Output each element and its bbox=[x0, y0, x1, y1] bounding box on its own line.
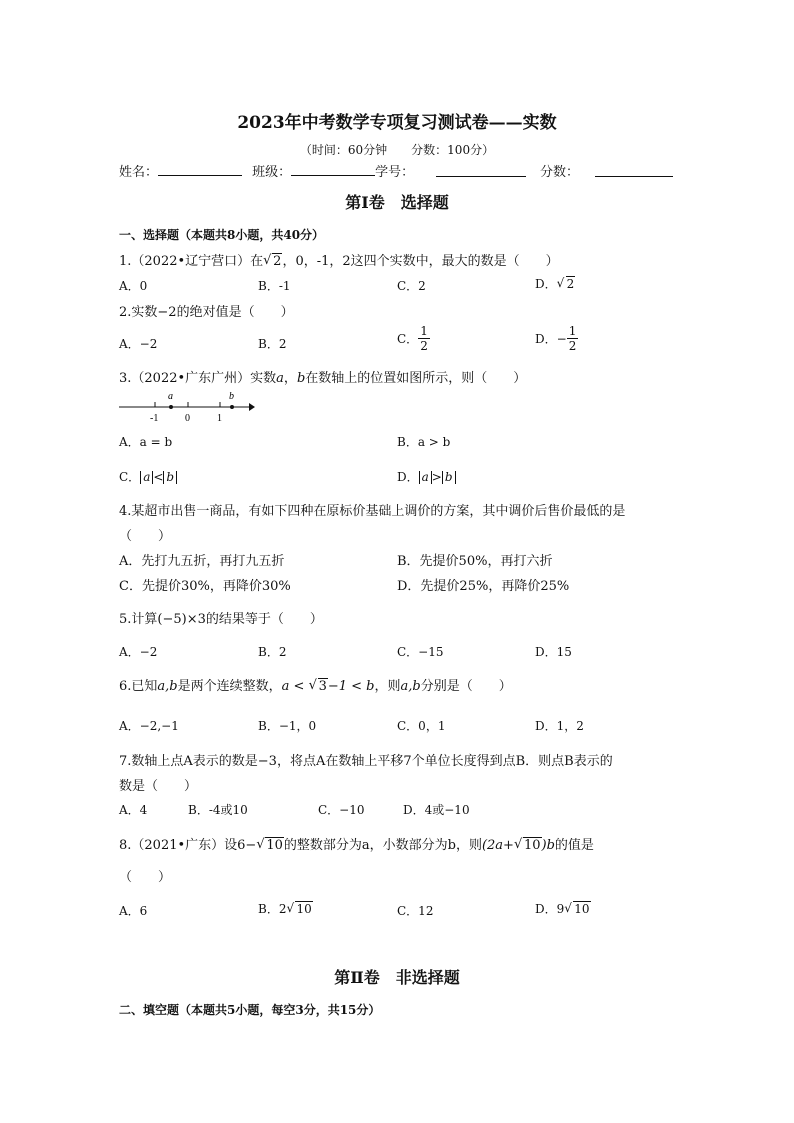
q3-stem: 3.（2022•广东广州）实数a，b在数轴上的位置如图所示，则（ ） bbox=[119, 371, 527, 386]
q7-option-b[interactable]: B．-4或10 bbox=[188, 803, 248, 817]
arrow-icon bbox=[249, 403, 255, 411]
q2-option-d[interactable]: D．− $\frac{1}{2}$ bbox=[535, 324, 577, 353]
q8-option-b[interactable]: B．2√ 10 bbox=[258, 900, 313, 917]
score-label: 分数： bbox=[540, 165, 580, 180]
q6-option-d[interactable]: D．1，2 bbox=[535, 719, 584, 733]
q8-stem: 8.（2021•广东）设6−√ 10的整数部分为a，小数部分为b，则(2a+√ 10)b的值是 bbox=[119, 834, 594, 853]
point-a-label: a bbox=[168, 391, 173, 402]
part2-title: 第Ⅱ卷 非选择题 bbox=[334, 968, 460, 987]
q4-option-b[interactable]: B．先提价50%，再打六折 bbox=[397, 554, 553, 569]
part1-title: 第Ⅰ卷 选择题 bbox=[345, 193, 449, 212]
q6-option-a[interactable]: A．−2,−1 bbox=[119, 719, 179, 733]
point-b bbox=[230, 405, 234, 409]
q3-option-b[interactable]: B．a > b bbox=[397, 435, 451, 449]
q2-option-c[interactable]: C． $\frac{1}{2}$ bbox=[397, 324, 428, 353]
q5-option-b[interactable]: B．2 bbox=[258, 645, 287, 659]
q5-option-d[interactable]: D．15 bbox=[535, 645, 572, 659]
axis-label-neg1: -1 bbox=[150, 413, 159, 424]
q5-option-a[interactable]: A．−2 bbox=[119, 645, 158, 659]
q4-stem: 4.某超市出售一商品，有如下四种在原标价基础上调价的方案，其中调价后售价最低的是 bbox=[119, 504, 626, 519]
q8-option-a[interactable]: A．6 bbox=[119, 904, 148, 918]
q3-option-d[interactable]: D． a > b bbox=[397, 468, 456, 485]
q1-option-d[interactable]: D．√ 2 bbox=[535, 275, 575, 292]
q8-option-d[interactable]: D．9√ 10 bbox=[535, 900, 591, 917]
q1-option-c[interactable]: C．2 bbox=[397, 279, 426, 293]
student-info-row bbox=[119, 161, 420, 180]
q4-option-a[interactable]: A．先打九五折，再打九五折 bbox=[119, 554, 285, 569]
section1-title: 一、选择题（本题共8小题，共40分） bbox=[119, 228, 325, 242]
q1-option-a[interactable]: A．0 bbox=[119, 279, 148, 293]
id-blank-line[interactable] bbox=[436, 164, 526, 177]
class-label: 班级： bbox=[252, 165, 292, 180]
q4-option-c[interactable]: C．先提价30%，再降价30% bbox=[119, 579, 291, 594]
q1-stem: 1.（2022•辽宁营口）在√ 2，0，-1，2这四个实数中，最大的数是（ ） bbox=[119, 250, 559, 269]
name-label: 姓名： bbox=[119, 165, 159, 180]
number-line-figure bbox=[119, 388, 259, 424]
name-blank[interactable] bbox=[158, 163, 242, 176]
axis-label-1: 1 bbox=[217, 413, 222, 424]
q8-option-c[interactable]: C．12 bbox=[397, 904, 434, 918]
q6-stem: 6.已知a,b是两个连续整数，a < √ 3−1 < b，则a,b分别是（ ） bbox=[119, 675, 512, 694]
axis-label-0: 0 bbox=[185, 413, 190, 424]
q4-paren: （ ） bbox=[119, 529, 172, 544]
q2-option-b[interactable]: B．2 bbox=[258, 337, 287, 351]
q7-option-a[interactable]: A．4 bbox=[119, 803, 148, 817]
q6-option-c[interactable]: C．0，1 bbox=[397, 719, 446, 733]
q2-stem: 2.实数−2的绝对值是（ ） bbox=[119, 305, 294, 320]
exam-info: （时间：60分钟 分数：100分） bbox=[299, 143, 495, 157]
id-label: 学号： bbox=[375, 165, 415, 180]
page-title: 2023年中考数学专项复习测试卷——实数 bbox=[237, 113, 557, 133]
class-blank[interactable] bbox=[291, 163, 375, 176]
q3-option-a[interactable]: A．a = b bbox=[119, 435, 173, 449]
q7-option-d[interactable]: D．4或−10 bbox=[403, 803, 470, 817]
q6-option-b[interactable]: B．−1，0 bbox=[258, 719, 317, 733]
q2-option-a[interactable]: A．−2 bbox=[119, 337, 158, 351]
q4-option-d[interactable]: D．先提价25%，再降价25% bbox=[397, 579, 570, 594]
q1-option-b[interactable]: B．-1 bbox=[258, 279, 291, 293]
point-a bbox=[169, 405, 173, 409]
q8-paren: （ ） bbox=[119, 870, 172, 885]
q3-option-c[interactable]: C． a < b bbox=[119, 468, 177, 485]
point-b-label: b bbox=[229, 391, 234, 402]
q7-option-c[interactable]: C．−10 bbox=[318, 803, 365, 817]
q5-option-c[interactable]: C．−15 bbox=[397, 645, 444, 659]
q7-stem: 7.数轴上点A表示的数是−3，将点A在数轴上平移7个单位长度得到点B．则点B表示的 bbox=[119, 754, 613, 769]
q7-stem-cont: 数是（ ） bbox=[119, 779, 198, 794]
q5-stem: 5.计算(−5)×3的结果等于（ ） bbox=[119, 612, 323, 627]
section2-title: 二、填空题（本题共5小题，每空3分，共15分） bbox=[119, 1003, 381, 1017]
score-blank[interactable] bbox=[595, 164, 673, 177]
